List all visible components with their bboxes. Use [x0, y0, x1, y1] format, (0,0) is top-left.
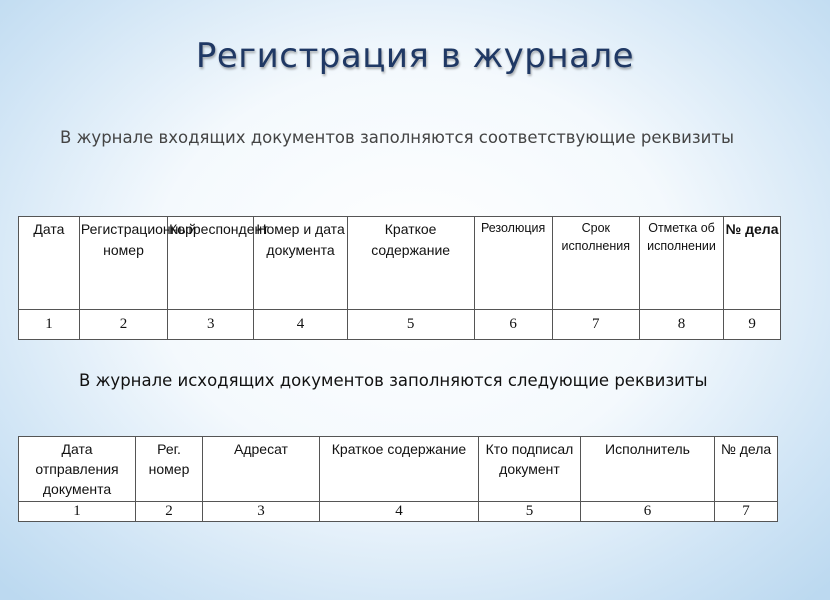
incoming-number-row [19, 310, 781, 340]
outgoing-col-number: 7 [715, 502, 778, 522]
incoming-col-number: 8 [639, 310, 723, 340]
incoming-col-number: 2 [79, 310, 167, 340]
outgoing-header-send-date: Дата отправления документа [19, 437, 136, 502]
incoming-col-number: 9 [724, 310, 781, 340]
outgoing-col-number: 4 [320, 502, 479, 522]
incoming-caption: В журнале входящих документов заполняются соответствующие реквизиты [60, 128, 735, 147]
incoming-header-correspondent: Корреспондент [168, 217, 254, 310]
outgoing-col-number: 2 [136, 502, 203, 522]
incoming-col-number: 4 [254, 310, 347, 340]
incoming-col-number: 3 [168, 310, 254, 340]
incoming-header-deadline: Срок исполнения [552, 217, 639, 310]
outgoing-header-case-number: № дела [715, 437, 778, 502]
incoming-header-reg-number: Регистрационный номер [79, 217, 167, 310]
incoming-header-resolution: Резолюция [474, 217, 552, 310]
outgoing-caption: В журнале исходящих документов заполняются следующие реквизиты [79, 371, 708, 390]
incoming-header-summary: Краткое содержание [347, 217, 474, 310]
outgoing-col-number: 5 [479, 502, 581, 522]
incoming-header-doc-number-date: Номер и дата документа [254, 217, 347, 310]
outgoing-col-number: 6 [581, 502, 715, 522]
incoming-col-number: 6 [474, 310, 552, 340]
outgoing-header-addressee: Адресат [203, 437, 320, 502]
incoming-header-case-number: № дела [724, 217, 781, 310]
incoming-col-number: 1 [19, 310, 80, 340]
outgoing-col-number: 3 [203, 502, 320, 522]
slide-title: Регистрация в журнале [195, 36, 635, 76]
incoming-header-row [19, 217, 781, 310]
outgoing-journal-table [18, 436, 778, 522]
incoming-col-number: 7 [552, 310, 639, 340]
incoming-col-number: 5 [347, 310, 474, 340]
incoming-header-completion-mark: Отметка об исполнении [639, 217, 723, 310]
incoming-journal-table [18, 216, 781, 340]
outgoing-number-row [19, 502, 778, 522]
outgoing-header-summary: Краткое содержание [320, 437, 479, 502]
outgoing-col-number: 1 [19, 502, 136, 522]
incoming-header-date: Дата [19, 217, 80, 310]
outgoing-header-row [19, 437, 778, 502]
outgoing-header-reg-number: Рег. номер [136, 437, 203, 502]
outgoing-header-executor: Исполнитель [581, 437, 715, 502]
outgoing-header-signed-by: Кто подписал документ [479, 437, 581, 502]
